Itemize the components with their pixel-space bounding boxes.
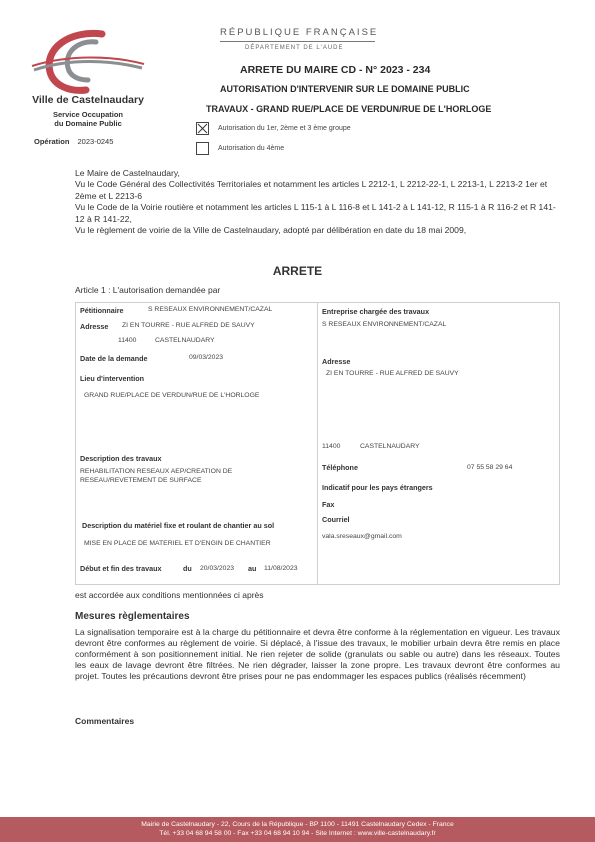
operation-ref <box>34 137 113 146</box>
materiel-label: Description du matériel fixe et roulant de chantier au sol <box>82 521 275 530</box>
intro-line: Le Maire de Castelnaudary, <box>75 168 180 178</box>
service-name <box>30 110 146 128</box>
checkbox-groups-1-3[interactable] <box>196 122 209 135</box>
cp-value: 11400 <box>118 337 137 344</box>
intro-text <box>75 168 560 236</box>
date-fin-value: 11/08/2023 <box>264 565 298 572</box>
operation-label: Opération <box>34 137 70 146</box>
materiel-value: MISE EN PLACE DE MATERIEL ET D'ENGIN DE CHANTIER <box>84 540 271 547</box>
entreprise-cp-value: 11400 <box>322 443 341 450</box>
travaux-location: TRAVAUX - GRAND RUE/PLACE DE VERDUN/RUE DE L'HORLOGE <box>206 104 492 114</box>
header-divider <box>220 41 375 42</box>
accord-text: est accordée aux conditions mentionnées ci après <box>75 590 264 600</box>
entreprise-ville-value: CASTELNAUDARY <box>360 443 420 450</box>
intro-line: Vu le règlement de voirie de la Ville de Castelnaudary, adopté par délibération en date du 18 mai 2009, <box>75 225 467 236</box>
form-column-divider <box>317 302 318 585</box>
entreprise-label: Entreprise chargée des travaux <box>322 307 430 316</box>
operation-number: 2023-0245 <box>77 137 114 146</box>
article-1: Article 1 : L'autorisation demandée par <box>75 285 221 295</box>
republique-heading: RÉPUBLIQUE FRANÇAISE <box>220 27 379 38</box>
description-travaux-value-2: RESEAU/REVETEMENT DE SURFACE <box>80 477 202 484</box>
courriel-value: vala.sreseaux@gmail.com <box>322 533 402 540</box>
footer-address: Mairie de Castelnaudary - 22, Cours de la République - BP 1100 - 11491 Castelnaudary Cedex - France <box>141 821 454 828</box>
mesures-text: La signalisation temporaire est à la charge du pétitionnaire et devra être conforme à la réglementation en vigueur. Les travaux devront être conformes au règlement de voirie. Si déplacé, à l'issue des travaux, le mobilier urbain devra être remis en place conformément à son positionnement initial. Ne rien rejeter de solide (granulats ou sable ou autre) dans les réseaux. Toutes les eaux de lavage devront être filtrées. Ne rien dégrader, laisser la zone propre. Les travaux devront être conformes au projet. Toutes les précautions devront être prises pour ne pas endommager les espaces publics (réalisés récemment) <box>75 627 560 681</box>
service-line-1: Service Occupation <box>52 110 124 119</box>
checkbox-groups-1-3-label: Autorisation du 1er, 2ème et 3 ème groupe <box>218 125 351 132</box>
adresse-value: ZI EN TOURRE - RUE ALFRED DE SAUVY <box>122 322 255 329</box>
entreprise-adresse-value: ZI EN TOURRE - RUE ALFRED DE SAUVY <box>326 370 459 377</box>
city-name: Ville de Castelnaudary <box>32 94 144 106</box>
document-subtitle: AUTORISATION D'INTERVENIR SUR LE DOMAINE PUBLIC <box>220 84 470 94</box>
periode-label: Début et fin des travaux <box>80 564 162 573</box>
date-demande-label: Date de la demande <box>80 354 148 363</box>
date-debut-value: 20/03/2023 <box>200 565 235 572</box>
entreprise-adresse-label: Adresse <box>322 357 351 366</box>
telephone-label: Téléphone <box>322 463 358 472</box>
arrete-heading: ARRETE <box>272 264 323 278</box>
fax-label: Fax <box>322 500 335 509</box>
lieu-intervention-value: GRAND RUE/PLACE DE VERDUN/RUE DE L'HORLOGE <box>84 392 260 399</box>
check-cross-icon <box>197 123 208 134</box>
departement-heading: DÉPARTEMENT DE L'AUDE <box>245 45 344 51</box>
adresse-label: Adresse <box>80 322 109 331</box>
document-title: ARRETE DU MAIRE CD - N° 2023 - 234 <box>240 64 431 76</box>
petitionnaire-value: S RESEAUX ENVIRONNEMENT/CAZAL <box>148 306 273 313</box>
checkbox-group-4-label: Autorisation du 4ème <box>218 145 285 152</box>
service-line-2: du Domaine Public <box>54 119 122 128</box>
footer <box>0 817 595 842</box>
footer-contact: Tél. +33 04 68 94 58 00 - Fax +33 04 68 94 10 94 - Site Internet : www.ville-castelnaudary.fr <box>159 830 436 837</box>
courriel-label: Courriel <box>322 515 350 524</box>
date-demande-value: 09/03/2023 <box>189 354 224 361</box>
au-label: au <box>248 564 257 573</box>
indicatif-label: Indicatif pour les pays étrangers <box>322 483 433 492</box>
commentaires-heading: Commentaires <box>75 716 135 726</box>
description-travaux-value-1: REHABILITATION RESEAUX AEP/CREATION DE <box>80 468 233 475</box>
entreprise-value: S RESEAUX ENVIRONNEMENT/CAZAL <box>322 321 447 328</box>
telephone-value: 07 55 58 29 64 <box>467 464 513 471</box>
intro-line: Vu le Code Général des Collectivités Territoriales et notamment les articles L 2212-1, L 2212-22-1, L 2213-1, L 2213-2 1er et 2ème et L 2213-6 <box>75 179 548 201</box>
checkbox-group-4[interactable] <box>196 142 209 155</box>
du-label: du <box>183 564 192 573</box>
mesures-heading: Mesures règlementaires <box>75 611 190 622</box>
intro-line: Vu le Code de la Voirie routière et notamment les articles L 115-1 à L 116-8 et L 141-2 à L 141-12, R 115-1 à R 116-2 et R 141-12 à R 141-22, <box>75 202 556 224</box>
lieu-intervention-label: Lieu d'intervention <box>80 374 145 383</box>
description-travaux-label: Description des travaux <box>80 454 162 463</box>
city-logo <box>30 28 146 94</box>
ville-value: CASTELNAUDARY <box>155 337 215 344</box>
petitionnaire-label: Pétitionnaire <box>80 306 124 315</box>
